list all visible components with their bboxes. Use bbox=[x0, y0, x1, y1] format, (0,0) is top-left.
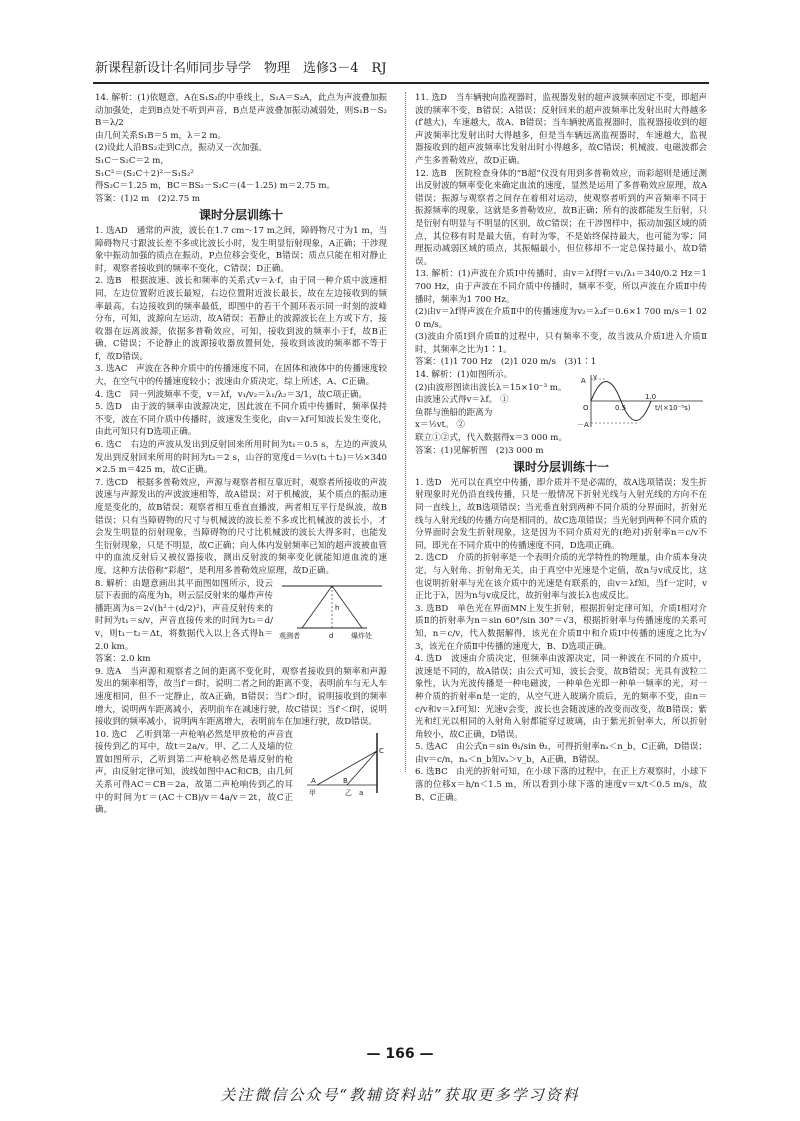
q14-line: 由几何关系S₁B＝5 m，λ＝2 m。 bbox=[95, 130, 227, 141]
answer-item: 鱼群与渔船的距离为 bbox=[415, 407, 493, 418]
answer-item: x＝½vt。 ② bbox=[415, 420, 465, 431]
right-column bbox=[415, 92, 707, 804]
answer-item: 由波速公式得v＝λf。 ① bbox=[415, 395, 509, 406]
answer-item: 14. 解析：(1)如图所示。 bbox=[415, 370, 513, 381]
footer-note: 关注微信公众号“教辅资料站”获取更多学习资料 bbox=[220, 1086, 580, 1104]
fig14-t05-label: 0.5 bbox=[615, 404, 627, 413]
answer-item: 7. 选CD 根据多普勒效应，声源与观察者相互靠近时，观察者所接收的声波波速与声源发出的声波波速相等，故A错误；对于机械波，某个质点的振动速度是变化的，故B错误；观察者相互垂直直播波，两者相互平行是纵波，故B错误；只有当障碍物的尺寸与机械波的波长差不多或比机械波的波长小，才会发生明显的衍射现象，当障碍物的尺寸比机械波的波长大得多时，也能发生衍射现象，只是不明显，故C正确；向人体内发射频率已知的超声波被血管中的血流反射后又被仪器接收，测出反射波的频率变化就能知道血流的速度，这种方法俗称“彩超”，是利用多普勒效应原理，故D正确。 bbox=[95, 477, 387, 576]
column-divider bbox=[405, 92, 406, 772]
answer-item: 4. 选D 波速由介质决定，但频率由波源决定，同一种波在不同的介质中，波速是不同的，故A错误；由公式可知，波长会变，故B错误；光具有波粒二象性，认为光波传播是一种电磁波，一种单色光即一种单一频率的光，对一种介质的折射率n是一定的，从空气进入玻璃介质后，光的频率不变，由n＝c/v和v＝λf可知：光速v会变，波长也会随波速的改变而改变，故B错误；紫光和红光以相同的入射角入射都能穿过玻璃，由于紫光折射率大，所以折射角较小，故C正确，D错误。 bbox=[415, 654, 707, 740]
section-title-11: 课时分层训练十一 bbox=[512, 460, 609, 475]
fig14-o-label: O bbox=[583, 404, 589, 413]
fig14-t10-label: 1.0 bbox=[645, 393, 657, 402]
answer-item: 13. 解析：(1)声波在介质Ⅰ中传播时，由v＝λf得f＝v₁/λ₁＝340/0.2 Hz＝1 700 Hz，由于声波在不同介质中传播时，频率不变，所以声波在介质Ⅱ中传播时，频率为1 700 Hz。 bbox=[415, 269, 707, 305]
answer-item: 4. 选C 同一列波频率不变，v＝λf，v₁/v₂＝λ₁/λ₂＝3/1，故C项正确。 bbox=[95, 389, 368, 400]
left-column bbox=[95, 92, 387, 817]
answer-item: 答案：(1)见解析图 (2)3 000 m bbox=[415, 445, 544, 456]
fig14-axis-label: t/(×10⁻⁵s) bbox=[655, 404, 691, 413]
q14-line: (2)设此人沿BS₂走到C点，振动又一次加强。 bbox=[95, 143, 267, 154]
answer-item: 3. 选BD 单色光在界面MN上发生折射，根据折射定律可知，介质Ⅰ相对介质Ⅱ的折射率为n＝sin 60°/sin 30°＝√3，根据折射率与传播速度的关系可知，n＝c/v，代入数据解得，该光在介质Ⅱ中和介质Ⅰ中传播的速度之比为√3，该光在介质Ⅱ中传播的速度大，B、D选项正确。 bbox=[415, 603, 707, 652]
fig8-observer-label: 观测者 bbox=[279, 631, 300, 640]
answer-item: 3. 选AC 声波在各种介质中的传播速度不同，在固体和液体中的传播速度较大，在空气中的传播速度较小；波速由介质决定，综上所述，A、C正确。 bbox=[95, 364, 387, 388]
q14-line: 14. 解析：(1)依题意，A在S₁S₂的中垂线上，S₁A＝S₂A，此点为声波叠加振动加强处，走到B点处不听到声音，B点是声波叠加振动减弱处，则S₁B－S₂B＝λ/2 bbox=[95, 93, 387, 129]
answer-item: 1. 选D 光可以在真空中传播，即介质并不是必需的，故A选项错误；发生折射现象时光仍沿直线传播，只是一般情况下折射光线与入射光线的方向不在同一直线上，故B选项错误；当光垂直射到两种不同介质的分界面时，折射光线与入射光线的传播方向是相同的，故C选项错误；当光射到两种不同介质的分界面时会发生折射现象，这是因为不同介质对光的(绝对)折射率n＝c/v不同，即光在不同介质中的传播速度不同，D选项正确。 bbox=[415, 477, 707, 551]
q14-answer: 答案：(1)2 m (2)2.75 m bbox=[95, 193, 201, 204]
answer-item: 10. 选C 乙听到第一声枪响必然是甲放枪的声音直接传到乙的耳中，故t＝2a/v。甲、乙二人及墙的位置如图所示，乙听到第二声枪响必然是墙反射的枪声，由反射定律可知，波线如图中AC和CB，由几何关系可得AC＝CB＝2a，故第二声枪响传到乙的耳中的时间为t′＝(AC＋CB)/v＝4a/v＝2t，故C正确。 bbox=[95, 729, 293, 816]
answer-item: 5. 选D 由于波的频率由波源决定，因此波在不同介质中传播时，频率保持不变，波在不同介质中传播时，波速发生变化，由v＝λf可知波长发生变化，由此可知只有D选项正确。 bbox=[95, 402, 387, 438]
q14-line: S₁C²＝(S₂C＋2)²－S₁S₂² bbox=[95, 168, 194, 179]
q14-line: 得S₂C＝1.25 m，BC＝BS₂－S₂C＝(4－1.25) m＝2.75 m。 bbox=[95, 181, 336, 192]
fig8-h-label: h bbox=[335, 603, 340, 612]
fig10-c-label: C bbox=[379, 746, 384, 755]
fig10-jia-label: 甲 bbox=[309, 788, 316, 797]
answer-item: (2)由v＝λf得声波在介质Ⅱ中的传播速度为v₂＝λ₂f＝0.6×1 700 m/s＝1 020 m/s。 bbox=[415, 307, 707, 330]
figure-14 bbox=[577, 371, 707, 431]
q14-line: S₁C－S₂C＝2 m， bbox=[95, 155, 169, 166]
answer-item: 2. 选B 根据波速、波长和频率的关系式v＝λ·f，由于同一种介质中波速相同，左边位置附近波长最短，右边位置附近波长最长，故在左边接收到的频率最高，右边接收到的频率最低，即图中的若干个圆环表示同一时刻的波峰分布，可知，波源向左运动，故A错误；若静止的波源波长在上方或下方，接收器在远离波源，依据多普勒效应，可知，接收到波的频率小于f，故B正确，C错误；不论静止的波源接收器放置何处，接收到该波的频率都不等于f，故D错误。 bbox=[95, 276, 387, 362]
answer-item: 8. 解析：由题意画出其平面图如图所示，设云层下表面的高度为h，则云层反射来的爆炸声传播距离为s＝2√(h²＋(d/2)²)，声音反射传来的时间为t₁＝s/v，声音直接传来的时间为t₂＝d/v，则t₁－t₂＝Δt，将数据代入以上各式得h＝2.0 km。 bbox=[95, 578, 273, 652]
fig10-b-label: B bbox=[343, 776, 348, 785]
answer-item: 2. 选CD 介质的折射率是一个表明介质的光学特性的物理量，由介质本身决定，与入射角、折射角无关，由于真空中光速是个定值，故n与v成反比，这也说明折射率与光在该介质中的光速是有联系的，由v＝λf知，当f一定时，v正比于λ，因为n与v成反比，故折射率与波长λ也成反比。 bbox=[415, 553, 707, 602]
answer-item: 答案：2.0 km bbox=[95, 654, 151, 665]
answer-item: 答案：(1)1 700 Hz (2)1 020 m/s (3)1∶1 bbox=[415, 357, 597, 368]
answer-item: 联立①②式，代入数据得x＝3 000 m。 bbox=[415, 433, 568, 444]
fig14-a-label: A bbox=[581, 377, 586, 386]
fig10-yi-label: 乙 bbox=[345, 788, 352, 797]
fig8-explosion-label: 爆炸处 bbox=[351, 631, 372, 640]
answer-item: 9. 选A 当声源和观察者之间的距离不变化时，观察者接收到的频率和声源发出的频率相等，故当f′＝f时，说明二者之间的距离不变，表明前车与无人车速度相同，但不一定静止，故A正确，B错误；当f′＞f时，说明接收到的频率增大，说明两车距离减小，表明前车在减速行驶，故C错误；当f′＜f时，说明接收到的频率减小，说明两车距离增大，表明前车在加速行驶，故D错误。 bbox=[95, 666, 387, 728]
fig14-nega-label: －A bbox=[577, 421, 589, 430]
fig14-y-label: y bbox=[593, 373, 598, 382]
page-header: 新课程新设计名师同步导学 物理 选修3－4 RJ bbox=[95, 61, 387, 76]
answer-item: (3)波由介质Ⅰ到介质Ⅱ的过程中，只有频率不变，故当波从介质Ⅰ进入介质Ⅱ时，其频率之比为1∶1。 bbox=[415, 332, 707, 355]
fig10-dist-label: a bbox=[359, 788, 364, 797]
answer-item: (2)由波形图读出波长λ＝15×10⁻³ m。 bbox=[415, 382, 567, 393]
figure-8 bbox=[277, 580, 387, 642]
fig10-a-label: A bbox=[311, 776, 316, 785]
answer-item: 11. 选D 当车辆驶向监视器时，监视器发射的超声波频率固定不变，即超声波的频率不变，B错误；A错误；反射回来的超声波频率比发射出时大得越多(f′越大)，车速越大，故A、B错误；当车辆驶离监视器时，监视器接收到的超声波频率比发射出时大得越多，但是当车辆远离监视器时，车速越大，监视器接收到的超声波频率比发射出时小得越多，故C错误；机械波、电磁波都会产生多普勒效应，故D正确。 bbox=[415, 93, 707, 166]
fig8-d-label: d bbox=[329, 631, 334, 640]
answer-item: 6. 选C 右边的声波从发出到反射回来所用时间为t₁＝0.5 s，左边的声波从发出到反射回来所用的时间为t₂＝2 s，山谷的宽度d＝½v(t₁＋t₂)＝½×340×2.5 m＝425 m，故C正确。 bbox=[95, 440, 387, 476]
page-number: — 166 — bbox=[366, 1046, 434, 1062]
answer-item: 12. 选B 医院检查身体的“B超”仪没有用到多普勒效应，而彩超则是通过测出反射波的频率变化来确定血流的速度，显然是运用了多普勒效应原理，故A错误；振源与观察者之间存在着相对运动，使观察者听到的声音频率不同于振源频率的现象，这就是多普勒效应，故B正确；所有的波都能发生衍射，只是衍射有明显与不明显的区别，故C错误；在干涉图样中，振动加强区域的质点，其位移有时是最大值，有时为零，不是始终保持最大，也可能为零；同理振动减弱区域的质点，其振幅最小，但位移却不一定总保持最小，故D错误。 bbox=[415, 168, 707, 267]
figure-10 bbox=[297, 731, 387, 797]
answer-item: 1. 选AD 通常的声波，波长在1.7 cm～17 m之间，障碍物尺寸为1 m，当障碍物尺寸跟波长差不多或比波长小时，发生明显衍射现象，A正确；干涉现象中振动加强的质点在振动，P点位移会变化，B错误；质点只能在相对静止时，观察者接收到的频率不变化，C错误；D正确。 bbox=[95, 225, 387, 274]
q14-block bbox=[95, 92, 387, 205]
answer-item: 5. 选AC 由公式n＝sin θ₁/sin θ₂，可得折射率nₐ＜n_b，C正确，D错误；由v＝c/n，nₐ＜n_b知vₐ＞v_b，A正确，B错误。 bbox=[415, 742, 707, 765]
section-title-10: 课时分层训练十 bbox=[198, 208, 283, 223]
answer-item: 6. 选BC 由光的折射可知，在小球下落的过程中，在正上方观察时，小球下落的位移x＝h/n＜1.5 m，所以看到小球下落的速度v＝x/t＜0.5 m/s，故B、C正确。 bbox=[415, 767, 707, 803]
header-rule bbox=[93, 82, 709, 84]
